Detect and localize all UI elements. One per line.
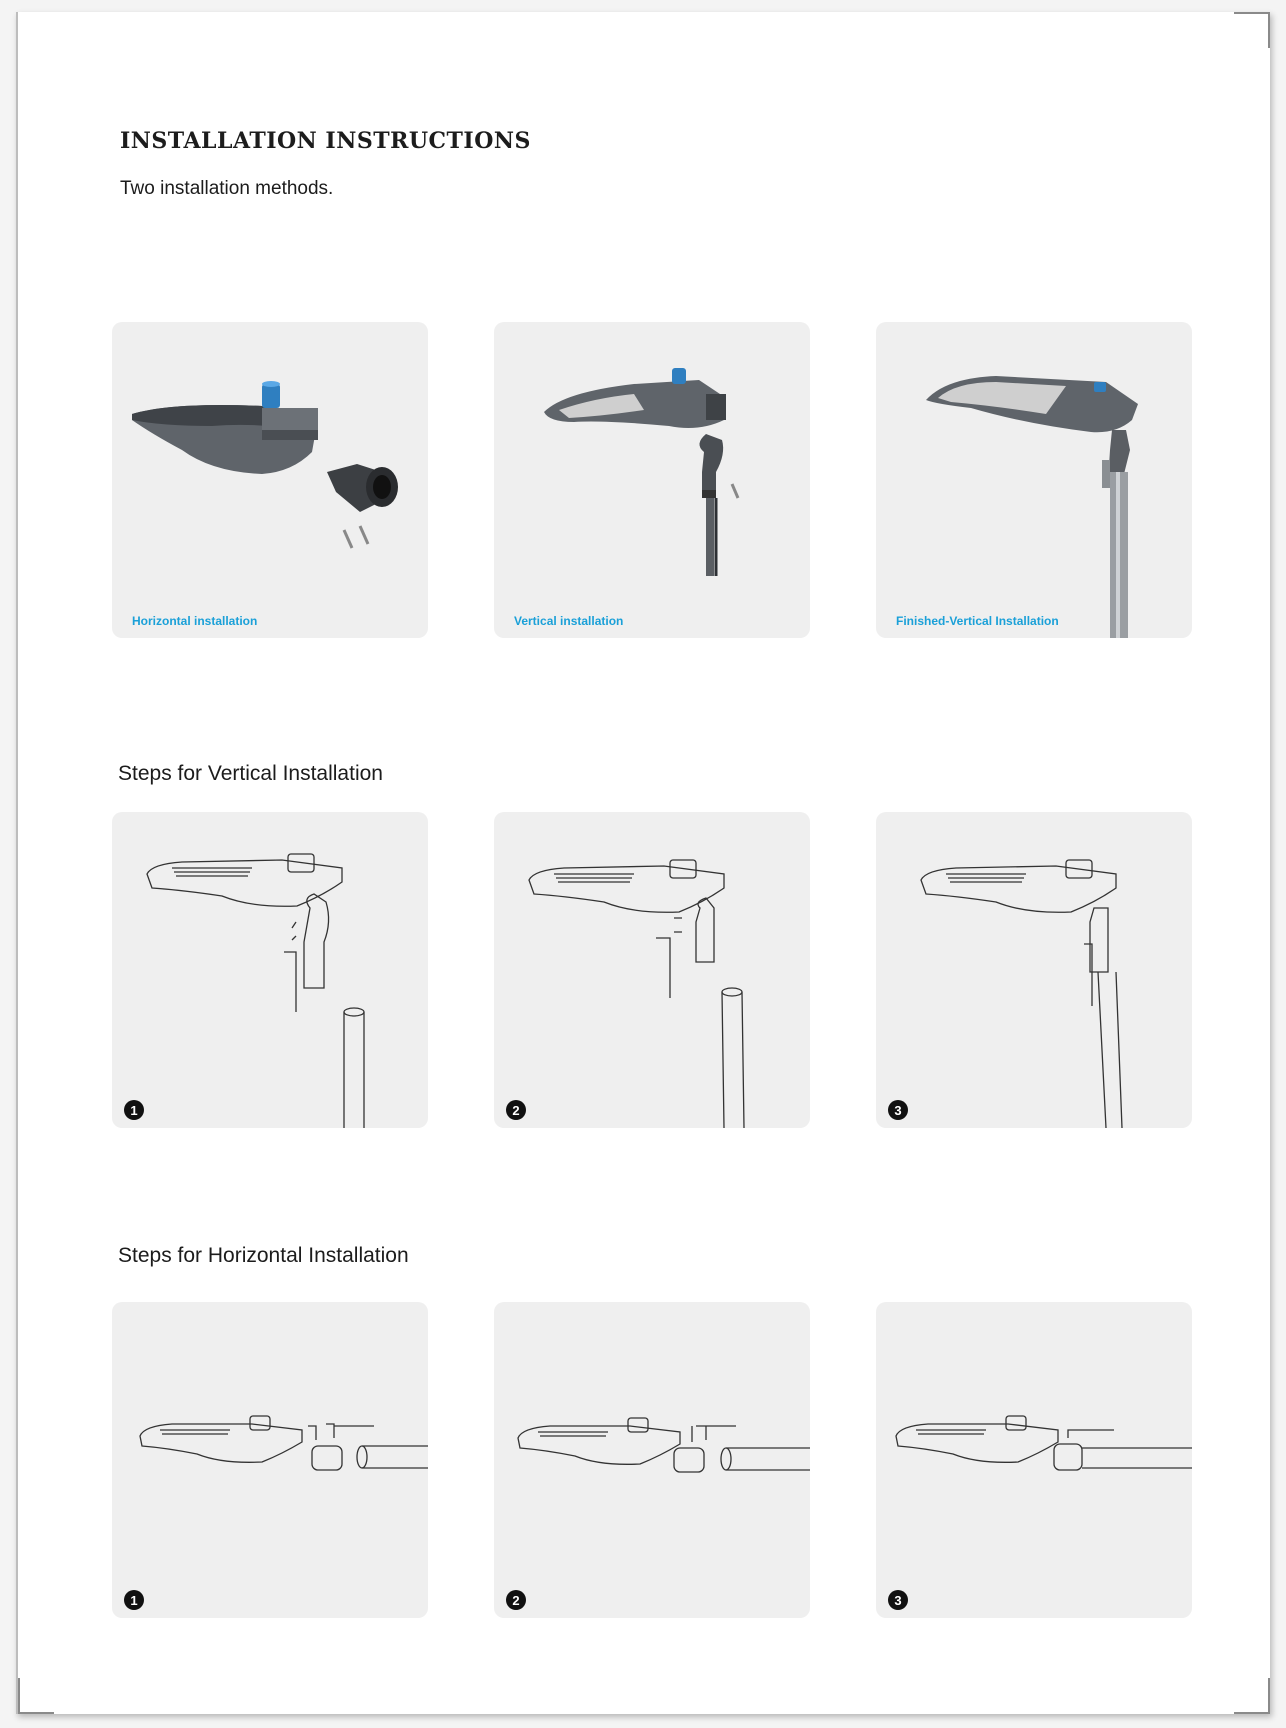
vertical-step-3-panel [876,812,1192,1128]
page-corner-bottom-right [1234,1678,1270,1714]
horizontal-step-1-drawing [112,1302,428,1618]
horizontal-step-3-number: 3 [888,1590,908,1610]
vertical-step-1-panel [112,812,428,1128]
finished-lamp-illustration [876,322,1192,638]
horizontal-step-1-panel [112,1302,428,1618]
page-title: INSTALLATION INSTRUCTIONS [120,128,531,154]
vertical-installation-panel [494,322,810,638]
page-corner-bottom-left [18,1678,54,1714]
finished-vertical-installation-caption: Finished-Vertical Installation [896,614,1059,628]
vertical-installation-caption: Vertical installation [514,614,624,628]
horizontal-installation-panel [112,322,428,638]
horizontal-installation-caption: Horizontal installation [132,614,258,628]
vertical-step-1-drawing [112,812,428,1128]
vertical-step-2-number: 2 [506,1100,526,1120]
horizontal-step-2-drawing [494,1302,810,1618]
vertical-step-3-drawing [876,812,1192,1128]
page-subtitle: Two installation methods. [120,178,334,199]
vertical-step-2-drawing [494,812,810,1128]
horizontal-step-1-number: 1 [124,1590,144,1610]
page-corner-top-right [1234,12,1270,48]
vertical-step-1-number: 1 [124,1100,144,1120]
vertical-step-2-panel [494,812,810,1128]
finished-vertical-installation-panel [876,322,1192,638]
vertical-lamp-illustration [494,322,810,638]
horizontal-steps-heading: Steps for Horizontal Installation [118,1244,409,1267]
vertical-steps-heading: Steps for Vertical Installation [118,762,383,785]
vertical-step-3-number: 3 [888,1100,908,1120]
horizontal-lamp-illustration [112,322,428,638]
horizontal-step-3-drawing [876,1302,1192,1618]
horizontal-step-3-panel [876,1302,1192,1618]
horizontal-step-2-panel [494,1302,810,1618]
horizontal-step-2-number: 2 [506,1590,526,1610]
